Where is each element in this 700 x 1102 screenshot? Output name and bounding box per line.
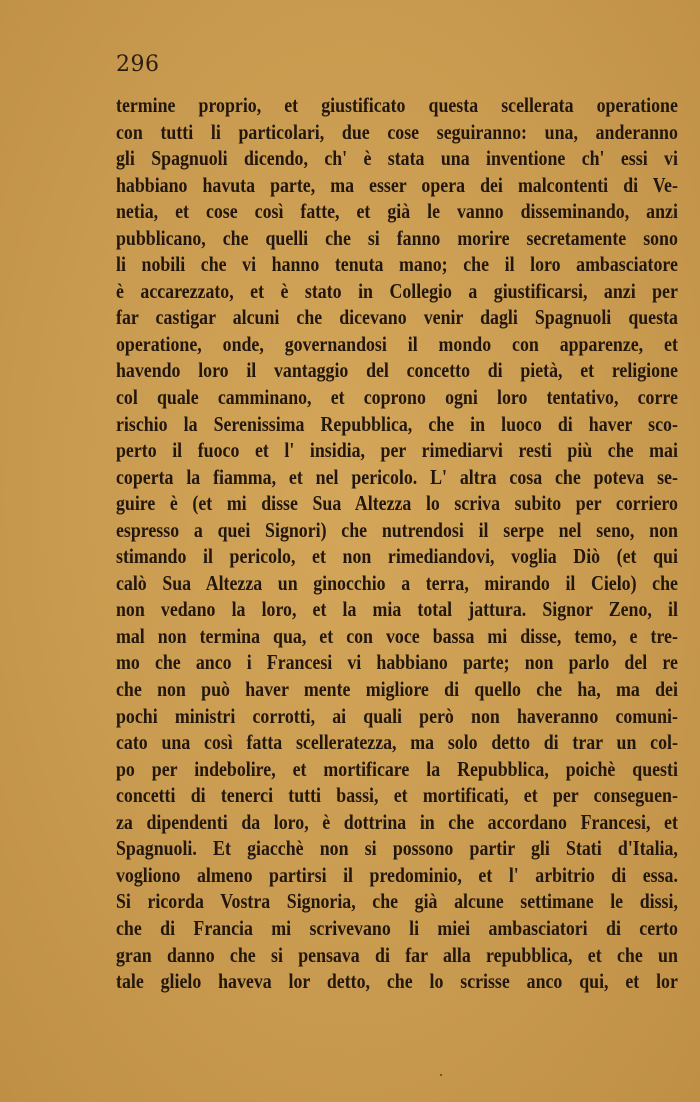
text-line: havendo loro il vantaggio del concetto di pietà, et religione (116, 358, 678, 383)
text-line: stimando il pericolo, et non rimediandovi, voglia Diò (et qui (116, 544, 678, 569)
text-line: calò Sua Altezza un ginocchio a terra, mirando il Cielo) che (116, 570, 678, 595)
body-text (116, 92, 678, 995)
text-line: li nobili che vi hanno tenuta mano; che il loro ambasciatore (116, 252, 678, 277)
text-line: mo che anco i Francesi vi habbiano parte; non parlo del re (116, 650, 678, 675)
text-line: tale glielo haveva lor detto, che lo scrisse anco qui, et lor (116, 969, 678, 994)
text-line: far castigar alcuni che dicevano venir dagli Spagnuoli questa (116, 305, 678, 330)
text-line: espresso a quei Signori) che nutrendosi il serpe nel seno, non (116, 517, 678, 542)
text-line: guire è (et mi disse Sua Altezza lo scriva subito per corriero (116, 491, 678, 516)
text-line: po per indebolire, et mortificare la Repubblica, poichè questi (116, 756, 678, 781)
text-line: habbiano havuta parte, ma esser opera dei malcontenti di Ve- (116, 172, 678, 197)
text-line: gli Spagnuoli dicendo, ch' è stata una inventione ch' essi vi (116, 146, 678, 171)
text-line: mal non termina qua, et con voce bassa mi disse, temo, e tre- (116, 623, 678, 648)
text-line: cato una così fatta scelleratezza, ma solo detto di trar un col- (116, 730, 678, 755)
page-number: 296 (116, 52, 160, 77)
text-line: coperta la fiamma, et nel pericolo. L' altra cosa che poteva se- (116, 464, 678, 489)
text-line: operatione, onde, governandosi il mondo con apparenze, et (116, 331, 678, 356)
text-line: che di Francia mi scrivevano li miei ambasciatori di certo (116, 915, 678, 940)
text-line: rischio la Serenissima Repubblica, che in luoco di haver sco- (116, 411, 678, 436)
text-line: termine proprio, et giustificato questa scellerata operatione (116, 93, 678, 117)
text-line: gran danno che si pensava di far alla repubblica, et che un (116, 942, 678, 967)
text-line: concetti di tenerci tutti bassi, et mortificati, et per conseguen- (116, 783, 678, 808)
print-speck (440, 1074, 442, 1076)
text-line: vogliono almeno partirsi il predominio, et l' arbitrio di essa. (116, 862, 678, 887)
text-line: Spagnuoli. Et giacchè non si possono partir gli Stati d'Italia, (116, 836, 678, 861)
text-line: pochi ministri corrotti, ai quali però non haveranno comuni- (116, 703, 678, 728)
text-line: con tutti li particolari, due cose seguiranno: una, anderanno (116, 119, 678, 144)
text-line: netia, et cose così fatte, et già le vanno disseminando, anzi (116, 199, 678, 224)
text-line: pubblicano, che quelli che si fanno morire secretamente sono (116, 225, 678, 250)
text-line: che non può haver mente migliore di quello che ha, ma dei (116, 677, 678, 702)
text-line: è accarezzato, et è stato in Collegio a giustificarsi, anzi per (116, 278, 678, 303)
text-line: perto il fuoco et l' insidia, per rimediarvi resti più che mai (116, 438, 678, 463)
text-line: za dipendenti da loro, è dottrina in che accordano Francesi, et (116, 809, 678, 834)
text-line: Si ricorda Vostra Signoria, che già alcune settimane le dissi, (116, 889, 678, 914)
text-line: non vedano la loro, et la mia total jattura. Signor Zeno, il (116, 597, 678, 622)
text-line: col quale camminano, et coprono ogni loro tentativo, corre (116, 385, 678, 410)
